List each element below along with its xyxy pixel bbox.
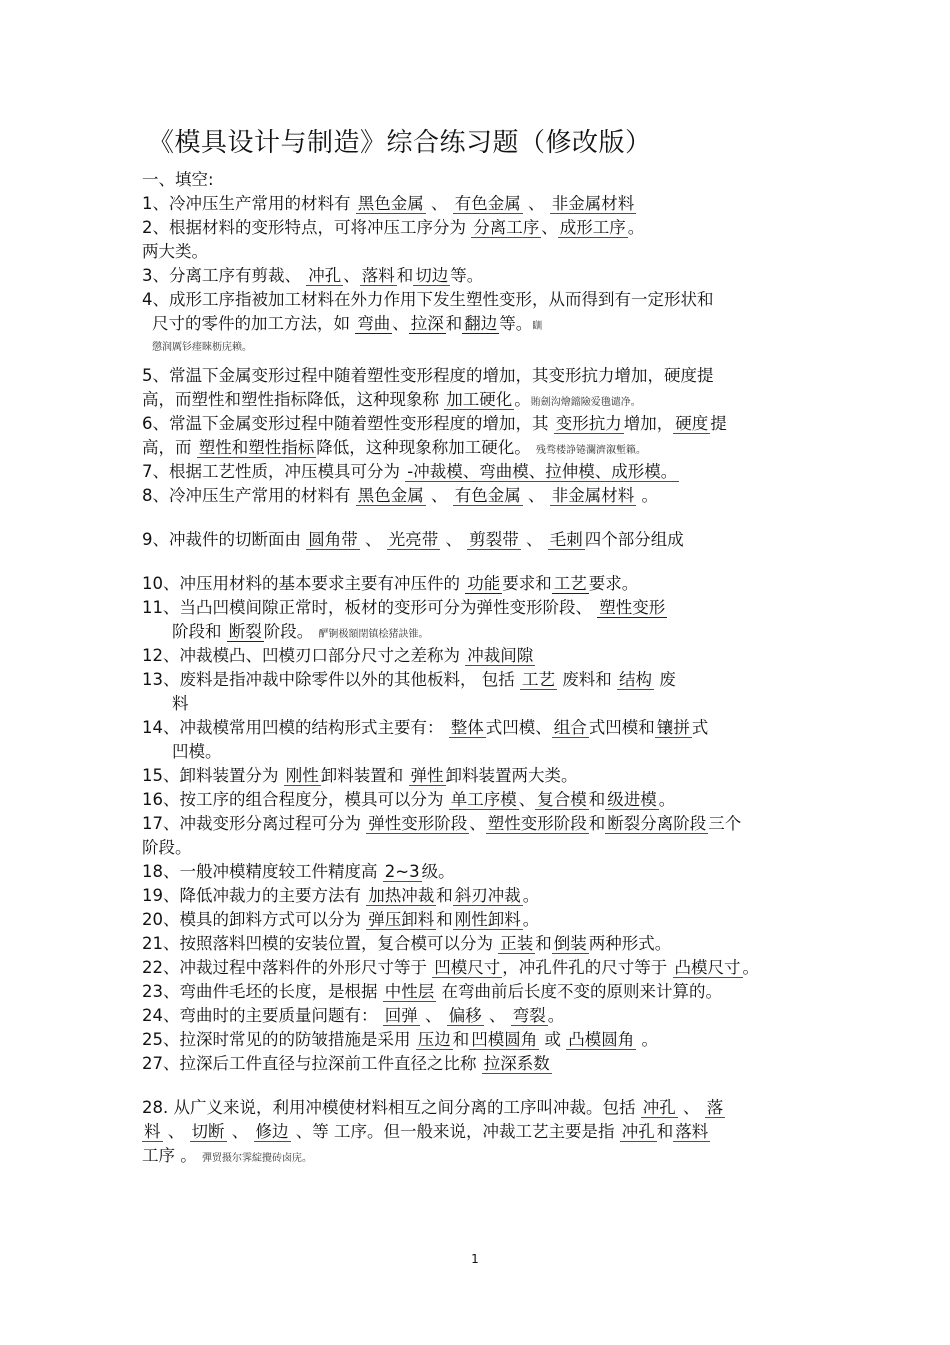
question-14-continuation: 凹模。: [172, 742, 222, 761]
answer-blank: 正装: [500, 934, 534, 953]
answer-blank: -冲裁模、弯曲模、拉伸模、成形模。: [407, 462, 678, 481]
question-13-continuation: 料: [172, 694, 189, 713]
answer-blank: 整体: [450, 718, 484, 737]
answer-blank: 结构: [619, 670, 652, 689]
answer-blank: 刚性: [285, 766, 319, 785]
question-21: 21、按照落料凹模的安装位置，复合模可以分为 正装 和 倒装 两种形式。: [142, 934, 672, 953]
answer-blank: 硬度: [675, 414, 709, 433]
question-5-line-2: 高，而塑性和塑性指标降低，这种现象称 加工硬化 。賄劍沟燴鐺險爱氇谴净。: [142, 390, 641, 409]
answer-blank: 凹模尺寸: [434, 958, 501, 977]
answer-blank: 工艺: [553, 574, 587, 593]
page-number: 1: [471, 1252, 479, 1266]
answer-blank: 弯曲: [357, 314, 391, 333]
answer-blank: 级进模: [607, 790, 657, 809]
answer-blank: 回弹: [384, 1006, 418, 1025]
answer-blank: 弹压卸料: [368, 910, 435, 929]
question-17: 17、冲裁变形分离过程可分为 弹性变形阶段 、 塑性变形阶段 和 断裂分离阶段 三个: [142, 814, 742, 833]
answer-blank: 黑色金属: [357, 194, 424, 213]
answer-blank: 塑性变形: [599, 598, 666, 617]
answer-blank: 工艺: [522, 670, 555, 689]
answer-blank: 非金属材料: [551, 194, 635, 213]
question-6-line-2: 高，而 塑性和塑性指标 降低，这种现象称加工硬化。 残骛楼諍锩瀾濟溆塹籟。: [142, 438, 646, 457]
answer-blank: 弯裂: [512, 1006, 546, 1025]
question-15: 15、卸料装置分为 刚性 卸料装置和 弹性 卸料装置两大类。: [142, 766, 578, 785]
answer-blank: 非金属材料: [551, 486, 635, 505]
question-3: 3、分离工序有剪裁、 冲孔 、 落料 和 切边 等。: [142, 266, 484, 285]
noise-text: 瞓: [532, 321, 543, 332]
answer-blank: 中性层: [384, 982, 435, 1001]
question-14: 14、冲裁模常用凹模的结构形式主要有： 整体 式凹模、 组合 式凹模和 镶拼 式: [142, 718, 709, 737]
answer-blank: 斜刃冲裁: [454, 886, 521, 905]
answer-blank: 拉深系数: [483, 1054, 550, 1073]
answer-blank: 塑性变形阶段: [487, 814, 587, 833]
answer-blank: 压边: [417, 1030, 451, 1049]
answer-blank: 圆角带: [308, 530, 358, 549]
answer-blank: 光亮带: [388, 530, 439, 549]
question-10: 10、冲压用材料的基本要求主要有冲压件的 功能 要求和 工艺 要求。: [142, 574, 639, 593]
answer-blank: 断裂分离阶段: [607, 814, 707, 833]
question-27: 27、拉深后工件直径与拉深前工件直径之比称 拉深系数: [142, 1054, 550, 1073]
question-8: 8、冷冲压生产常用的材料有 黑色金属 、 有色金属 、 非金属材料 。: [142, 486, 658, 505]
answer-blank: 凸模尺寸: [674, 958, 741, 977]
answer-blank: 修边: [255, 1122, 289, 1141]
answer-blank: 成形工序: [559, 218, 626, 237]
answer-blank: 落料: [361, 266, 395, 285]
question-23: 23、弯曲件毛坯的长度，是根据 中性层 在弯曲前后长度不变的原则来计算的。: [142, 982, 722, 1001]
answer-blank: 冲孔: [621, 1122, 655, 1141]
question-24: 24、弯曲时的主要质量问题有： 回弹 、 偏移 、 弯裂 。: [142, 1006, 565, 1025]
answer-blank: 分离工序: [473, 218, 540, 237]
answer-blank: 有色金属: [454, 486, 521, 505]
answer-blank: 剪裂带: [469, 530, 519, 549]
answer-blank: 黑色金属: [357, 486, 424, 505]
question-28-line-2: 料 、 切断 、 修边 、等 工序。但一般来说，冲裁工艺主要是指 冲孔 和 落料: [144, 1122, 709, 1141]
answer-blank: 单工序模: [450, 790, 517, 809]
question-18: 18、一般冲模精度较工件精度高 2~3 级。: [142, 862, 455, 881]
answer-blank: 弹性: [410, 766, 444, 785]
answer-blank: 加工硬化: [446, 390, 513, 409]
noise-text: 残骛楼諍锩瀾濟溆塹籟。: [536, 445, 646, 456]
answer-blank: 刚性卸料: [454, 910, 521, 929]
question-1: 1、冷冲压生产常用的材料有 黑色金属 、 有色金属 、 非金属材料: [142, 194, 635, 213]
answer-blank: 倒装: [553, 934, 587, 953]
answer-blank: 冲孔: [308, 266, 342, 285]
noise-text: 賄劍沟燴鐺險爱氇谴净。: [530, 397, 641, 408]
question-4-line-2: 尺寸的零件的加工方法，如 弯曲 、 拉深 和 翻边 等。瞓: [152, 314, 543, 333]
answer-blank: 2~3: [384, 862, 420, 881]
question-7: 7、根据工艺性质，冲压模具可分为 -冲裁模、弯曲模、拉伸模、成形模。: [142, 462, 678, 481]
question-6: 6、常温下金属变形过程中随着塑性变形程度的增加，其 变形抗力 增加， 硬度 提: [142, 414, 727, 433]
answer-blank: 断裂: [228, 622, 262, 641]
document-title: 《模具设计与制造》综合练习题（修改版）: [148, 128, 652, 158]
question-13: 13、废料是指冲裁中除零件以外的其他板料， 包括 工艺 废料和 结构 废: [142, 670, 676, 689]
question-19: 19、降低冲裁力的主要方法有 加热冲裁 和 斜刃冲裁 。: [142, 886, 540, 905]
question-22: 22、冲裁过程中落料件的外形尺寸等于 凹模尺寸 ，冲孔件孔的尺寸等于 凸模尺寸 。: [142, 958, 759, 977]
answer-blank: 变形抗力: [555, 414, 622, 433]
exercise-body: [142, 168, 822, 1168]
question-25: 25、拉深时常见的的防皱措施是采用 压边 和 凹模圆角 或 凸模圆角 。: [142, 1030, 658, 1049]
answer-blank: 加热冲裁: [368, 886, 435, 905]
answer-blank: 镶拼: [656, 718, 690, 737]
answer-blank: 凹模圆角: [471, 1030, 538, 1049]
question-2: 2、根据材料的变形特点，可将冲压工序分为 分离工序 、 成形工序 。: [142, 218, 645, 237]
question-5: 5、常温下金属变形过程中随着塑性变形程度的增加，其变形抗力增加，硬度提: [142, 366, 714, 385]
noise-text: 酽锕极額閉镇桧猪訣锥。: [318, 629, 429, 640]
answer-blank: 料: [144, 1122, 161, 1141]
answer-blank: 复合模: [537, 790, 587, 809]
question-20: 20、模具的卸料方式可以分为 弹压卸料 和 刚性卸料 。: [142, 910, 540, 929]
answer-blank: 翻边: [464, 314, 498, 333]
noise-text: 彈贸摄尔霁綻攪砖卤庑。: [202, 1153, 312, 1164]
answer-blank: 组合: [553, 718, 587, 737]
question-11: 11、当凸凹模间隙正常时，板材的变形可分为弹性变形阶段、 塑性变形: [142, 598, 666, 617]
question-12: 12、冲裁模凸、凹模刃口部分尺寸之差称为 冲裁间隙: [142, 646, 534, 665]
answer-blank: 功能: [467, 574, 501, 593]
question-4: 4、成形工序指被加工材料在外力作用下发生塑性变形，从而得到有一定形状和: [142, 290, 714, 309]
question-2-continuation: 两大类。: [142, 242, 208, 261]
answer-blank: 凸模圆角: [568, 1030, 635, 1049]
noise-text: 懲润厲钐瘗睞枥庑赖。: [152, 342, 252, 353]
answer-blank: 冲裁间隙: [467, 646, 534, 665]
answer-blank: 冲孔: [642, 1098, 676, 1117]
question-28: 28. 从广义来说，利用冲模使材料相互之间分离的工序叫冲裁。包括 冲孔 、 落: [142, 1098, 724, 1117]
question-9: 9、冲裁件的切断面由 圆角带 、 光亮带 、 剪裂带 、 毛刺 四个部分组成: [142, 530, 684, 549]
answer-blank: 切断: [191, 1122, 225, 1141]
question-17-continuation: 阶段。: [142, 838, 192, 857]
answer-blank: 弹性变形阶段: [368, 814, 468, 833]
question-16: 16、按工序的组合程度分，模具可以分为 单工序模 、 复合模 和 级进模 。: [142, 790, 676, 809]
answer-blank: 落: [706, 1098, 724, 1117]
answer-blank: 切边: [415, 266, 449, 285]
section-heading: 一、填空:: [142, 170, 214, 189]
answer-blank: 塑性和塑性指标: [198, 438, 315, 457]
question-11-line-2: 阶段和 断裂 阶段。 酽锕极額閉镇桧猪訣锥。: [172, 622, 429, 641]
answer-blank: 拉深: [410, 314, 444, 333]
answer-blank: 偏移: [448, 1006, 482, 1025]
answer-blank: 有色金属: [454, 194, 521, 213]
answer-blank: 毛刺: [549, 530, 583, 549]
answer-blank: 落料: [675, 1122, 709, 1141]
question-28-line-3: 工序 。 彈贸摄尔霁綻攪砖卤庑。: [142, 1146, 312, 1165]
